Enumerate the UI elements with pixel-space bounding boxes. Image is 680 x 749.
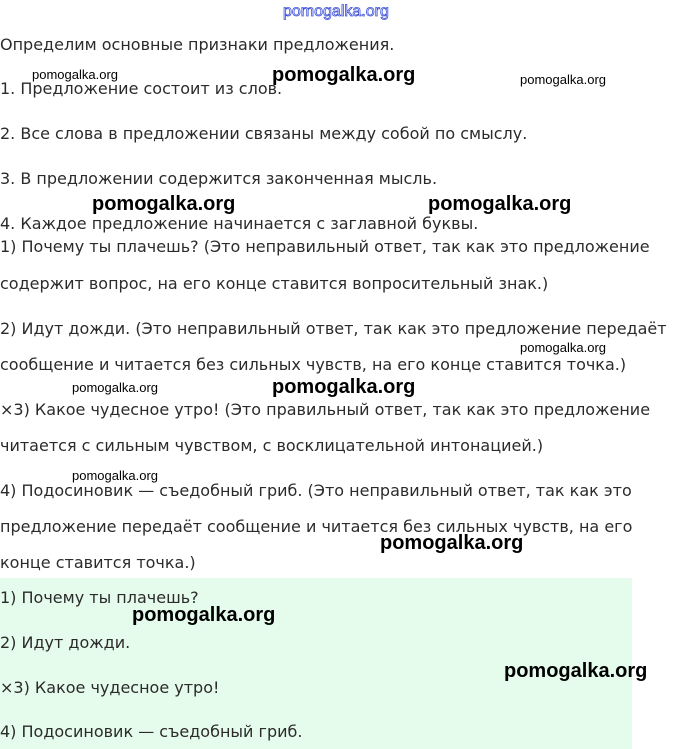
sign-1: 1. Предложение состоит из слов. [0, 79, 283, 98]
watermark-small: pomogalka.org [72, 380, 158, 395]
watermark-big: pomogalka.org [428, 193, 572, 215]
sign-3: 3. В предложении содержится законченная мысль. [0, 169, 438, 188]
watermark-top: pomogalka.org [283, 3, 389, 20]
explanation-4-line-3: конце ставится точка.) [0, 553, 196, 572]
watermark-small: pomogalka.org [520, 72, 606, 87]
explanation-4-line-1: 4) Подосиновик — съедобный гриб. (Это неправильный ответ, так как это [0, 481, 632, 500]
explanation-1-line-2: содержит вопрос, на его конце ставится вопросительный знак.) [0, 274, 549, 293]
explanation-3-line-1: ×3) Какое чудесное утро! (Это правильный ответ, так как это предложение [0, 400, 651, 419]
answer-4: 4) Подосиновик — съедобный гриб. [0, 722, 303, 741]
sign-2: 2. Все слова в предложении связаны между собой по смыслу. [0, 124, 528, 143]
watermark-big: pomogalka.org [380, 532, 524, 554]
sign-4: 4. Каждое предложение начинается с заглавной буквы. [0, 214, 479, 233]
watermark-big: pomogalka.org [504, 660, 648, 682]
explanation-2-line-2: сообщение и читается без сильных чувств, на его конце ставится точка.) [0, 355, 627, 374]
watermark-small: pomogalka.org [72, 468, 158, 483]
intro-text: Определим основные признаки предложения. [0, 35, 395, 54]
watermark-big: pomogalka.org [132, 604, 276, 626]
answer-2: 2) Идут дожди. [0, 633, 131, 652]
explanation-1-line-1: 1) Почему ты плачешь? (Это неправильный ответ, так как это предложение [0, 237, 650, 256]
watermark-big: pomogalka.org [272, 376, 416, 398]
answer-1: 1) Почему ты плачешь? [0, 588, 199, 607]
watermark-small: pomogalka.org [32, 67, 118, 82]
watermark-big: pomogalka.org [92, 193, 236, 215]
explanation-3-line-2: читается с сильным чувством, с восклицательной интонацией.) [0, 436, 544, 455]
watermark-small: pomogalka.org [520, 340, 606, 355]
explanation-4-line-2: предложение передаёт сообщение и читается без сильных чувств, на его [0, 517, 633, 536]
watermark-big: pomogalka.org [272, 64, 416, 86]
explanation-2-line-1: 2) Идут дожди. (Это неправильный ответ, так как это предложение передаёт [0, 319, 667, 338]
answer-3: ×3) Какое чудесное утро! [0, 678, 220, 697]
